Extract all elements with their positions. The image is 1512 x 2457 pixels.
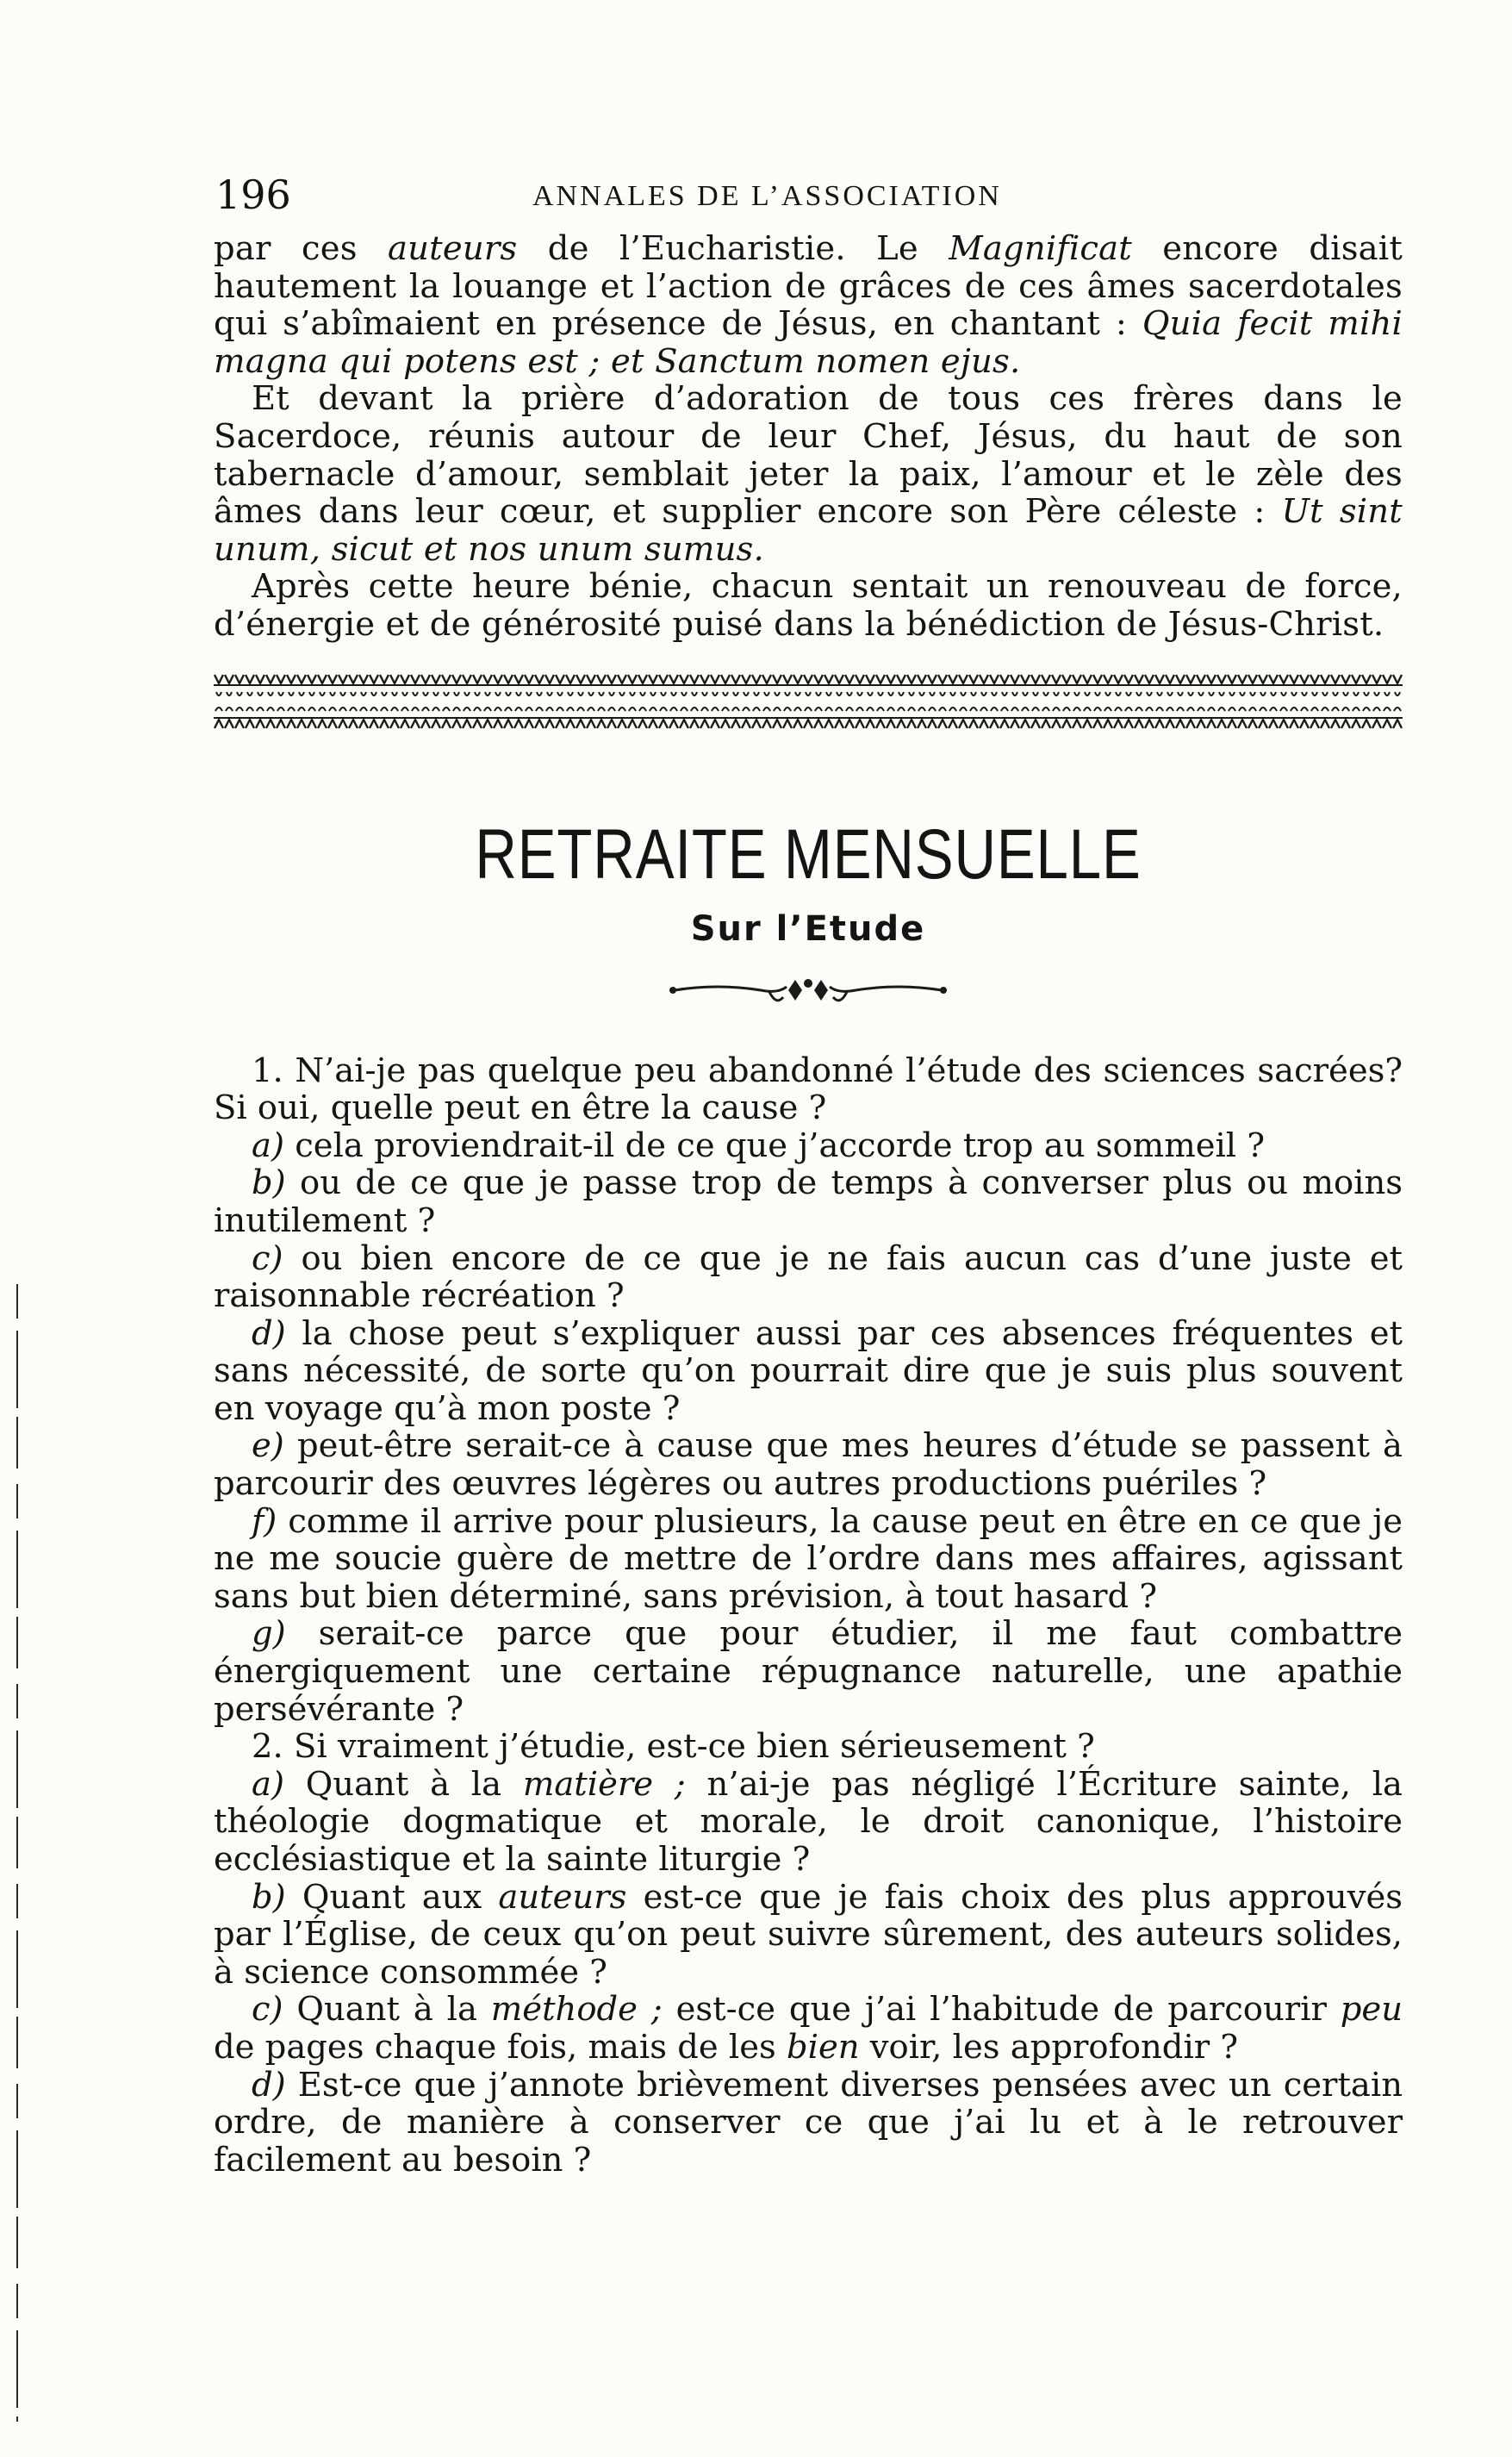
fleuron-ornament-icon — [666, 971, 950, 1014]
question-1g: g) serait-ce parce que pour étudier, il me faut combattre énergiquement une certaine répugnance naturelle, une apathie persévérante ? — [214, 1614, 1403, 1729]
ornament-band-icon — [214, 673, 1403, 730]
decorative-border — [214, 673, 1403, 733]
retreat-questions — [214, 1052, 1403, 2179]
page-header — [214, 168, 1403, 230]
question-1f: f) comme il arrive pour plusieurs, la cause peut en être en ce que je ne me soucie guère de mettre de l’ordre dans mes affaires, agissant sans but bien déterminé, sans prévision, à tout hasard ? — [214, 1501, 1403, 1616]
section-subtitle: Sur l’Etude — [690, 908, 926, 949]
section-title: RETRAITE MENSUELLE — [475, 814, 1142, 894]
scan-margin-line — [16, 1284, 19, 2422]
page-number: 196 — [215, 171, 291, 218]
question-2d: d) Est-ce que j’annote brièvement diverses pensées avec un certain ordre, de manière à conserver ce que j’ai lu et à le retrouver facilement au besoin ? — [214, 2065, 1403, 2179]
question-2c: c) Quant à la méthode ; est-ce que j’ai l’habitude de parcourir peu de pages chaque fois, mais de les bien voir, les approfondir ? — [214, 1990, 1403, 2067]
question-2: 2. Si vraiment j’étudie, est-ce bien sérieusement ? — [252, 1727, 1095, 1767]
question-1b: b) ou de ce que je passe trop de temps à converser plus ou moins inutilement ? — [214, 1163, 1403, 1240]
question-1: 1. N’ai-je pas quelque peu abandonné l’étude des sciences sacrées? Si oui, quelle peut en être la cause ? — [214, 1051, 1403, 1128]
question-2a: a) Quant à la matière ; n’ai-je pas négligé l’Écriture sainte, la théologie dogmatique et morale, le droit canonique, l’histoire ecclésiastique et la sainte liturgie ? — [214, 1764, 1403, 1879]
question-2b: b) Quant aux auteurs est-ce que je fais choix des plus approuvés par l’Église, de ceux qu’on peut suivre sûrement, des auteurs solides, à science consommée ? — [214, 1877, 1403, 1992]
intro-paragraph-1: par ces auteurs de l’Eucharistie. Le Magnificat encore disait hautement la louange et l’action de grâces de ces âmes sacerdotales qui s’abîmaient en présence de Jésus, en chantant : Quia fecit mihi magna qui potens est ; et Sanctum nomen ejus. — [214, 229, 1403, 381]
question-1c: c) ou bien encore de ce que je ne fais aucun cas d’une juste et raisonnable récréation ? — [214, 1238, 1403, 1316]
running-title: ANNALES DE L’ASSOCIATION — [532, 180, 1002, 212]
question-1d: d) la chose peut s’expliquer aussi par ces absences fréquentes et sans nécessité, de sorte qu’on pourrait dire que je suis plus souvent en voyage qu’à mon poste ? — [214, 1313, 1403, 1428]
question-1e: e) peut-être serait-ce à cause que mes heures d’étude se passent à parcourir des œuvres légères ou autres productions puériles ? — [214, 1426, 1403, 1504]
intro-paragraph-3: Après cette heure bénie, chacun sentait un renouveau de force, d’énergie et de générosité puisé dans la bénédiction de Jésus-Christ. — [214, 567, 1403, 644]
book-page — [214, 168, 1403, 2179]
intro-paragraph-2: Et devant la prière d’adoration de tous ces frères dans le Sacerdoce, réunis autour de leur Chef, Jésus, du haut de son tabernacle d’amour, semblait jeter la paix, l’amour et le zèle des âmes dans leur cœur, et supplier encore son Père céleste : Ut sint unum, sicut et nos unum sumus. — [214, 379, 1403, 569]
fleuron — [214, 971, 1403, 1020]
question-1a: a) cela proviendrait-il de ce que j’accorde trop au sommeil ? — [252, 1126, 1265, 1165]
